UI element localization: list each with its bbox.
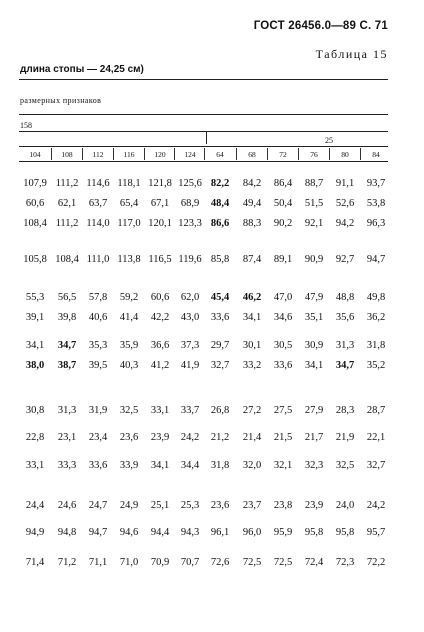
column-divider — [144, 148, 145, 160]
table-cell: 65,4 — [119, 198, 139, 209]
group-number: 158 — [20, 121, 32, 130]
table-cell: 33,7 — [180, 405, 200, 416]
table-cell: 35,2 — [366, 360, 386, 371]
table-cell: 90,2 — [273, 218, 293, 229]
table-cell: 38,7 — [57, 360, 77, 371]
table-cell: 36,6 — [150, 340, 170, 351]
table-cell: 31,3 — [57, 405, 77, 416]
column-header: 112 — [92, 150, 104, 159]
table-cell: 39,1 — [25, 312, 45, 323]
table-cell: 95,8 — [335, 527, 355, 538]
table-cell: 95,8 — [304, 527, 324, 538]
table-cell: 33,1 — [25, 460, 45, 471]
table-cell: 51,5 — [304, 198, 324, 209]
table-cell: 67,1 — [150, 198, 170, 209]
table-cell: 71,1 — [88, 557, 108, 568]
table-cell: 35,9 — [119, 340, 139, 351]
table-cell: 27,5 — [273, 405, 293, 416]
table-cell: 111,2 — [55, 218, 79, 229]
table-cell: 49,4 — [242, 198, 262, 209]
table-cell: 24,6 — [57, 500, 77, 511]
column-header: 68 — [248, 150, 256, 159]
column-divider — [360, 148, 361, 160]
table-cell: 120,1 — [148, 218, 172, 229]
table-cell: 31,9 — [88, 405, 108, 416]
table-cell: 38,0 — [25, 360, 45, 371]
table-cell: 32,3 — [304, 460, 324, 471]
table-cell: 86,6 — [210, 218, 230, 229]
rule-4 — [19, 146, 388, 147]
table-cell: 86,4 — [273, 178, 293, 189]
table-cell: 34,1 — [25, 340, 45, 351]
table-cell: 35,3 — [88, 340, 108, 351]
column-header: 76 — [310, 150, 318, 159]
table-cell: 117,0 — [117, 218, 141, 229]
table-caption: длина стопы — 24,25 см) — [20, 64, 144, 75]
column-header: 104 — [29, 150, 41, 159]
table-cell: 23,8 — [273, 500, 293, 511]
table-cell: 94,9 — [25, 527, 45, 538]
table-cell: 105,8 — [23, 254, 47, 265]
table-cell: 63,7 — [88, 198, 108, 209]
column-header: 108 — [61, 150, 73, 159]
column-divider — [174, 148, 175, 160]
table-cell: 94,2 — [335, 218, 355, 229]
table-cell: 45,4 — [210, 292, 230, 303]
table-cell: 23,9 — [150, 432, 170, 443]
table-cell: 35,1 — [304, 312, 324, 323]
table-cell: 21,5 — [273, 432, 293, 443]
table-cell: 33,1 — [150, 405, 170, 416]
table-cell: 48,8 — [335, 292, 355, 303]
subgroup-number: 25 — [325, 136, 333, 145]
table-cell: 94,8 — [57, 527, 77, 538]
table-cell: 71,0 — [119, 557, 139, 568]
column-divider — [236, 148, 237, 160]
table-cell: 28,3 — [335, 405, 355, 416]
table-cell: 94,3 — [180, 527, 200, 538]
table-cell: 31,8 — [210, 460, 230, 471]
table-cell: 37,3 — [180, 340, 200, 351]
table-cell: 108,4 — [55, 254, 79, 265]
table-cell: 62,0 — [180, 292, 200, 303]
table-cell: 94,7 — [366, 254, 386, 265]
table-cell: 33,6 — [273, 360, 293, 371]
rule-5 — [19, 161, 388, 162]
table-cell: 33,6 — [210, 312, 230, 323]
table-cell: 24,4 — [25, 500, 45, 511]
table-cell: 39,5 — [88, 360, 108, 371]
table-cell: 32,0 — [242, 460, 262, 471]
table-cell: 41,2 — [150, 360, 170, 371]
column-divider — [267, 148, 268, 160]
table-cell: 33,6 — [88, 460, 108, 471]
table-cell: 90,9 — [304, 254, 324, 265]
table-cell: 41,9 — [180, 360, 200, 371]
table-cell: 33,2 — [242, 360, 262, 371]
table-cell: 34,7 — [57, 340, 77, 351]
table-cell: 85,8 — [210, 254, 230, 265]
table-cell: 92,1 — [304, 218, 324, 229]
table-cell: 34,1 — [304, 360, 324, 371]
table-cell: 121,8 — [148, 178, 172, 189]
column-header: 116 — [123, 150, 135, 159]
table-cell: 107,9 — [23, 178, 47, 189]
rule-3 — [19, 131, 388, 132]
table-cell: 119,6 — [178, 254, 202, 265]
table-cell: 70,7 — [180, 557, 200, 568]
table-cell: 32,5 — [119, 405, 139, 416]
table-cell: 21,9 — [335, 432, 355, 443]
table-cell: 48,4 — [210, 198, 230, 209]
table-cell: 24,9 — [119, 500, 139, 511]
table-cell: 32,5 — [335, 460, 355, 471]
table-cell: 56,5 — [57, 292, 77, 303]
table-cell: 116,5 — [148, 254, 172, 265]
table-cell: 95,9 — [273, 527, 293, 538]
table-cell: 118,1 — [117, 178, 141, 189]
column-divider — [204, 148, 205, 160]
table-cell: 114,6 — [86, 178, 110, 189]
table-cell: 28,7 — [366, 405, 386, 416]
table-cell: 72,2 — [366, 557, 386, 568]
column-divider — [329, 148, 330, 160]
table-cell: 125,6 — [178, 178, 202, 189]
table-cell: 32,7 — [366, 460, 386, 471]
column-divider — [82, 148, 83, 160]
table-cell: 31,8 — [366, 340, 386, 351]
table-cell: 92,7 — [335, 254, 355, 265]
table-cell: 40,6 — [88, 312, 108, 323]
table-cell: 123,3 — [178, 218, 202, 229]
table-cell: 36,2 — [366, 312, 386, 323]
table-cell: 23,4 — [88, 432, 108, 443]
table-cell: 21,4 — [242, 432, 262, 443]
table-cell: 96,1 — [210, 527, 230, 538]
subcaption: размерных признаков — [20, 96, 102, 105]
table-cell: 21,7 — [304, 432, 324, 443]
document-code: ГОСТ 26456.0—89 С. 71 — [253, 20, 388, 32]
table-cell: 22,8 — [25, 432, 45, 443]
table-cell: 32,1 — [273, 460, 293, 471]
table-cell: 33,9 — [119, 460, 139, 471]
table-cell: 72,5 — [273, 557, 293, 568]
table-cell: 94,6 — [119, 527, 139, 538]
table-cell: 21,2 — [210, 432, 230, 443]
table-cell: 47,9 — [304, 292, 324, 303]
table-cell: 55,3 — [25, 292, 45, 303]
column-divider — [113, 148, 114, 160]
table-cell: 94,7 — [88, 527, 108, 538]
table-cell: 29,7 — [210, 340, 230, 351]
table-cell: 114,0 — [86, 218, 110, 229]
table-cell: 22,1 — [366, 432, 386, 443]
table-cell: 88,7 — [304, 178, 324, 189]
table-cell: 94,4 — [150, 527, 170, 538]
table-cell: 34,4 — [180, 460, 200, 471]
column-header: 124 — [184, 150, 196, 159]
table-cell: 91,1 — [335, 178, 355, 189]
table-cell: 111,0 — [86, 254, 110, 265]
table-cell: 40,3 — [119, 360, 139, 371]
table-cell: 88,3 — [242, 218, 262, 229]
column-header: 84 — [372, 150, 380, 159]
table-cell: 30,8 — [25, 405, 45, 416]
table-cell: 53,8 — [366, 198, 386, 209]
table-cell: 27,2 — [242, 405, 262, 416]
table-cell: 26,8 — [210, 405, 230, 416]
column-header: 64 — [216, 150, 224, 159]
table-cell: 27,9 — [304, 405, 324, 416]
table-cell: 30,1 — [242, 340, 262, 351]
table-cell: 95,7 — [366, 527, 386, 538]
table-cell: 108,4 — [23, 218, 47, 229]
table-cell: 49,8 — [366, 292, 386, 303]
column-header: 120 — [154, 150, 166, 159]
table-cell: 33,3 — [57, 460, 77, 471]
table-cell: 60,6 — [150, 292, 170, 303]
table-cell: 41,4 — [119, 312, 139, 323]
column-divider — [298, 148, 299, 160]
table-cell: 34,6 — [273, 312, 293, 323]
table-cell: 30,5 — [273, 340, 293, 351]
table-cell: 72,6 — [210, 557, 230, 568]
table-cell: 72,3 — [335, 557, 355, 568]
group-divider — [206, 131, 207, 144]
table-cell: 72,5 — [242, 557, 262, 568]
table-cell: 31,3 — [335, 340, 355, 351]
table-cell: 24,2 — [366, 500, 386, 511]
rule-2 — [19, 114, 388, 115]
table-cell: 70,9 — [150, 557, 170, 568]
table-cell: 46,2 — [242, 292, 262, 303]
table-cell: 25,1 — [150, 500, 170, 511]
table-cell: 96,0 — [242, 527, 262, 538]
table-cell: 71,2 — [57, 557, 77, 568]
table-cell: 30,9 — [304, 340, 324, 351]
table-cell: 35,6 — [335, 312, 355, 323]
table-cell: 23,6 — [119, 432, 139, 443]
table-cell: 89,1 — [273, 254, 293, 265]
table-cell: 32,7 — [210, 360, 230, 371]
table-cell: 25,3 — [180, 500, 200, 511]
table-cell: 57,8 — [88, 292, 108, 303]
table-cell: 84,2 — [242, 178, 262, 189]
table-cell: 52,6 — [335, 198, 355, 209]
table-cell: 50,4 — [273, 198, 293, 209]
table-cell: 23,9 — [304, 500, 324, 511]
column-header: 80 — [341, 150, 349, 159]
table-cell: 42,2 — [150, 312, 170, 323]
table-cell: 23,6 — [210, 500, 230, 511]
table-cell: 23,1 — [57, 432, 77, 443]
table-cell: 24,7 — [88, 500, 108, 511]
table-cell: 93,7 — [366, 178, 386, 189]
table-cell: 96,3 — [366, 218, 386, 229]
table-cell: 24,0 — [335, 500, 355, 511]
table-cell: 34,1 — [150, 460, 170, 471]
top-rule — [19, 79, 388, 80]
table-cell: 39,8 — [57, 312, 77, 323]
table-cell: 82,2 — [210, 178, 230, 189]
table-cell: 34,7 — [335, 360, 355, 371]
table-cell: 60,6 — [25, 198, 45, 209]
table-cell: 68,9 — [180, 198, 200, 209]
table-cell: 62,1 — [57, 198, 77, 209]
table-cell: 59,2 — [119, 292, 139, 303]
table-cell: 113,8 — [117, 254, 141, 265]
table-cell: 24,2 — [180, 432, 200, 443]
table-cell: 71,4 — [25, 557, 45, 568]
table-cell: 43,0 — [180, 312, 200, 323]
table-cell: 34,1 — [242, 312, 262, 323]
table-cell: 87,4 — [242, 254, 262, 265]
table-cell: 23,7 — [242, 500, 262, 511]
table-cell: 72,4 — [304, 557, 324, 568]
table-cell: 111,2 — [55, 178, 79, 189]
table-number: Таблица 15 — [315, 47, 388, 61]
column-header: 72 — [279, 150, 287, 159]
column-divider — [51, 148, 52, 160]
table-cell: 47,0 — [273, 292, 293, 303]
